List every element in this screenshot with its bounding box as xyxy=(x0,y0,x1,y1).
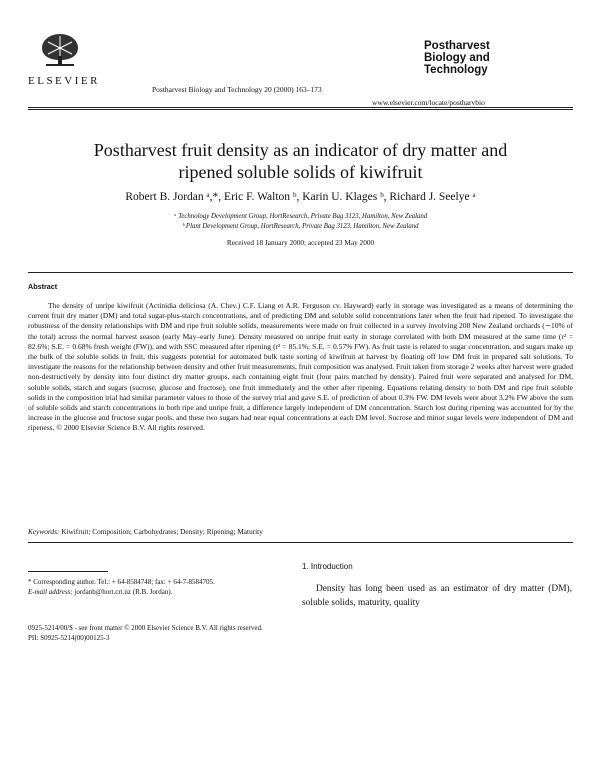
article-title xyxy=(28,139,573,183)
copyright-info xyxy=(28,624,263,643)
header-rule-secondary xyxy=(28,109,573,110)
header-rule xyxy=(28,107,573,108)
pii-line: PII: S0925-5214(00)00125-3 xyxy=(28,633,110,642)
abstract-text: The density of unripe kiwifruit (Actinidia deliciosa (A. Chev.) C.F. Liang et A.R. Ferguson cv. Hayward) early in storage was investigated as a means of determining the current fruit dry matter (DM) and total sugar-plus-starch concentrations, and of predicting DM and soluble solid concentrations later when the fruit had ripened. To investigate the robustness of the density relationships with DM and ripe fruit soluble solids, measurements were made on fruit collected in a survey involving 208 New Zealand orchards (∼10% of the total) across the normal harvest season (early May–early June). Density measured on unripe fruit early in storage correlated with both DM measured at the same time (r² = 82.6%; S.E. = 0.68% fresh weight (FW)), and with SSC measured after ripening (r² = 85.1%; S.E. = 0.57% FW). As fruit taste is related to sugar concentration, and sugars make up the bulk of the soluble solids in fruit, this suggests potential for automated bulk taste sorting of kiwifruit at harvest by floating off low DM fruit in prepared salt solutions. To investigate the reasons for the relationship between density and other fruit measurements, fruit composition was analysed. Fruit taken from storage 2 weeks after harvest were graded non-destructively by density into four distinct dry matter groups, each containing eight fruit (four pairs matched by density). Paired fruit were separated and analysed for DM, soluble solids, starch and sugars (sucrose, glucose and fructose), one fruit immediately and the other after ripening. Equations relating density to both DM and ripe fruit soluble solids in the composition trial had similar parameter values to those of the survey trial and gave S.E. of prediction of about 0.3% FW. DM levels were about 3.2% FW above the sum of soluble solids and starch concentrations in both ripe and unripe fruit, a difference largely independent of DM concentration. Starch lost during ripening was accounted for by the increase in the glucose and fructose sugar pools, and these two sugars had near equal concentrations at each DM level. Sucrose and minor sugar levels were independent of DM and ripeness. © 2000 Elsevier Science B.V. All rights reserved. xyxy=(28,301,573,433)
journal-url[interactable]: www.elsevier.com/locate/postharvbio xyxy=(372,98,485,107)
journal-brand xyxy=(424,40,544,76)
title-line-1: Postharvest fruit density as an indicator of dry matter and xyxy=(93,140,508,160)
introduction-text: Density has long been used as an estimator of dry matter (DM), soluble solids, maturity, quality xyxy=(302,584,572,608)
abstract-rule-top xyxy=(28,272,573,273)
email-address[interactable]: jordanb@hort.cri.nz (R.B. Jordan). xyxy=(74,587,173,596)
keywords xyxy=(28,527,263,536)
email-label: E-mail address: xyxy=(28,587,73,596)
footnote xyxy=(28,578,283,597)
corresponding-author: * Corresponding author. Tel.: + 64-8584748; fax: + 64-7-8584705. xyxy=(28,578,215,586)
email-line xyxy=(28,588,283,598)
received-dates: Received 18 January 2000; accepted 23 May 2000 xyxy=(226,238,375,247)
affiliation-b: ᵇ Plant Development Group, HortResearch, Private Bag 3123, Hamilton, New Zealand xyxy=(182,223,419,230)
brand-line-1: Postharvest xyxy=(424,40,490,52)
brand-line-2: Biology and xyxy=(424,52,490,64)
keywords-text: Kiwifruit; Composition; Carbohydrates; Density; Ripening; Maturity xyxy=(61,527,263,536)
elsevier-tree-logo xyxy=(38,28,82,68)
abstract-heading: Abstract xyxy=(28,282,58,291)
introduction-heading: 1. Introduction xyxy=(302,562,353,571)
footnote-rule xyxy=(28,571,108,572)
brand-line-3: Technology xyxy=(424,64,488,76)
publisher-name: ELSEVIER xyxy=(28,75,100,87)
journal-citation: Postharvest Biology and Technology 20 (2000) 163–173 xyxy=(152,85,322,94)
title-line-2: ripened soluble solids of kiwifruit xyxy=(178,162,423,182)
affiliation-a: ᵃ Technology Development Group, HortResearch, Private Bag 3123, Hamilton, New Zealand xyxy=(173,213,428,220)
keywords-label: Keywords: xyxy=(28,527,60,536)
authors: Robert B. Jordan ᵃ,*, Eric F. Walton ᵇ, Karin U. Klages ᵇ, Richard J. Seelye ᵃ xyxy=(125,191,476,203)
abstract-rule-bottom xyxy=(28,542,573,543)
front-matter-line: 0925-5214/00/$ - see front matter © 2000 Elsevier Science B.V. All rights reserved. xyxy=(28,624,263,632)
